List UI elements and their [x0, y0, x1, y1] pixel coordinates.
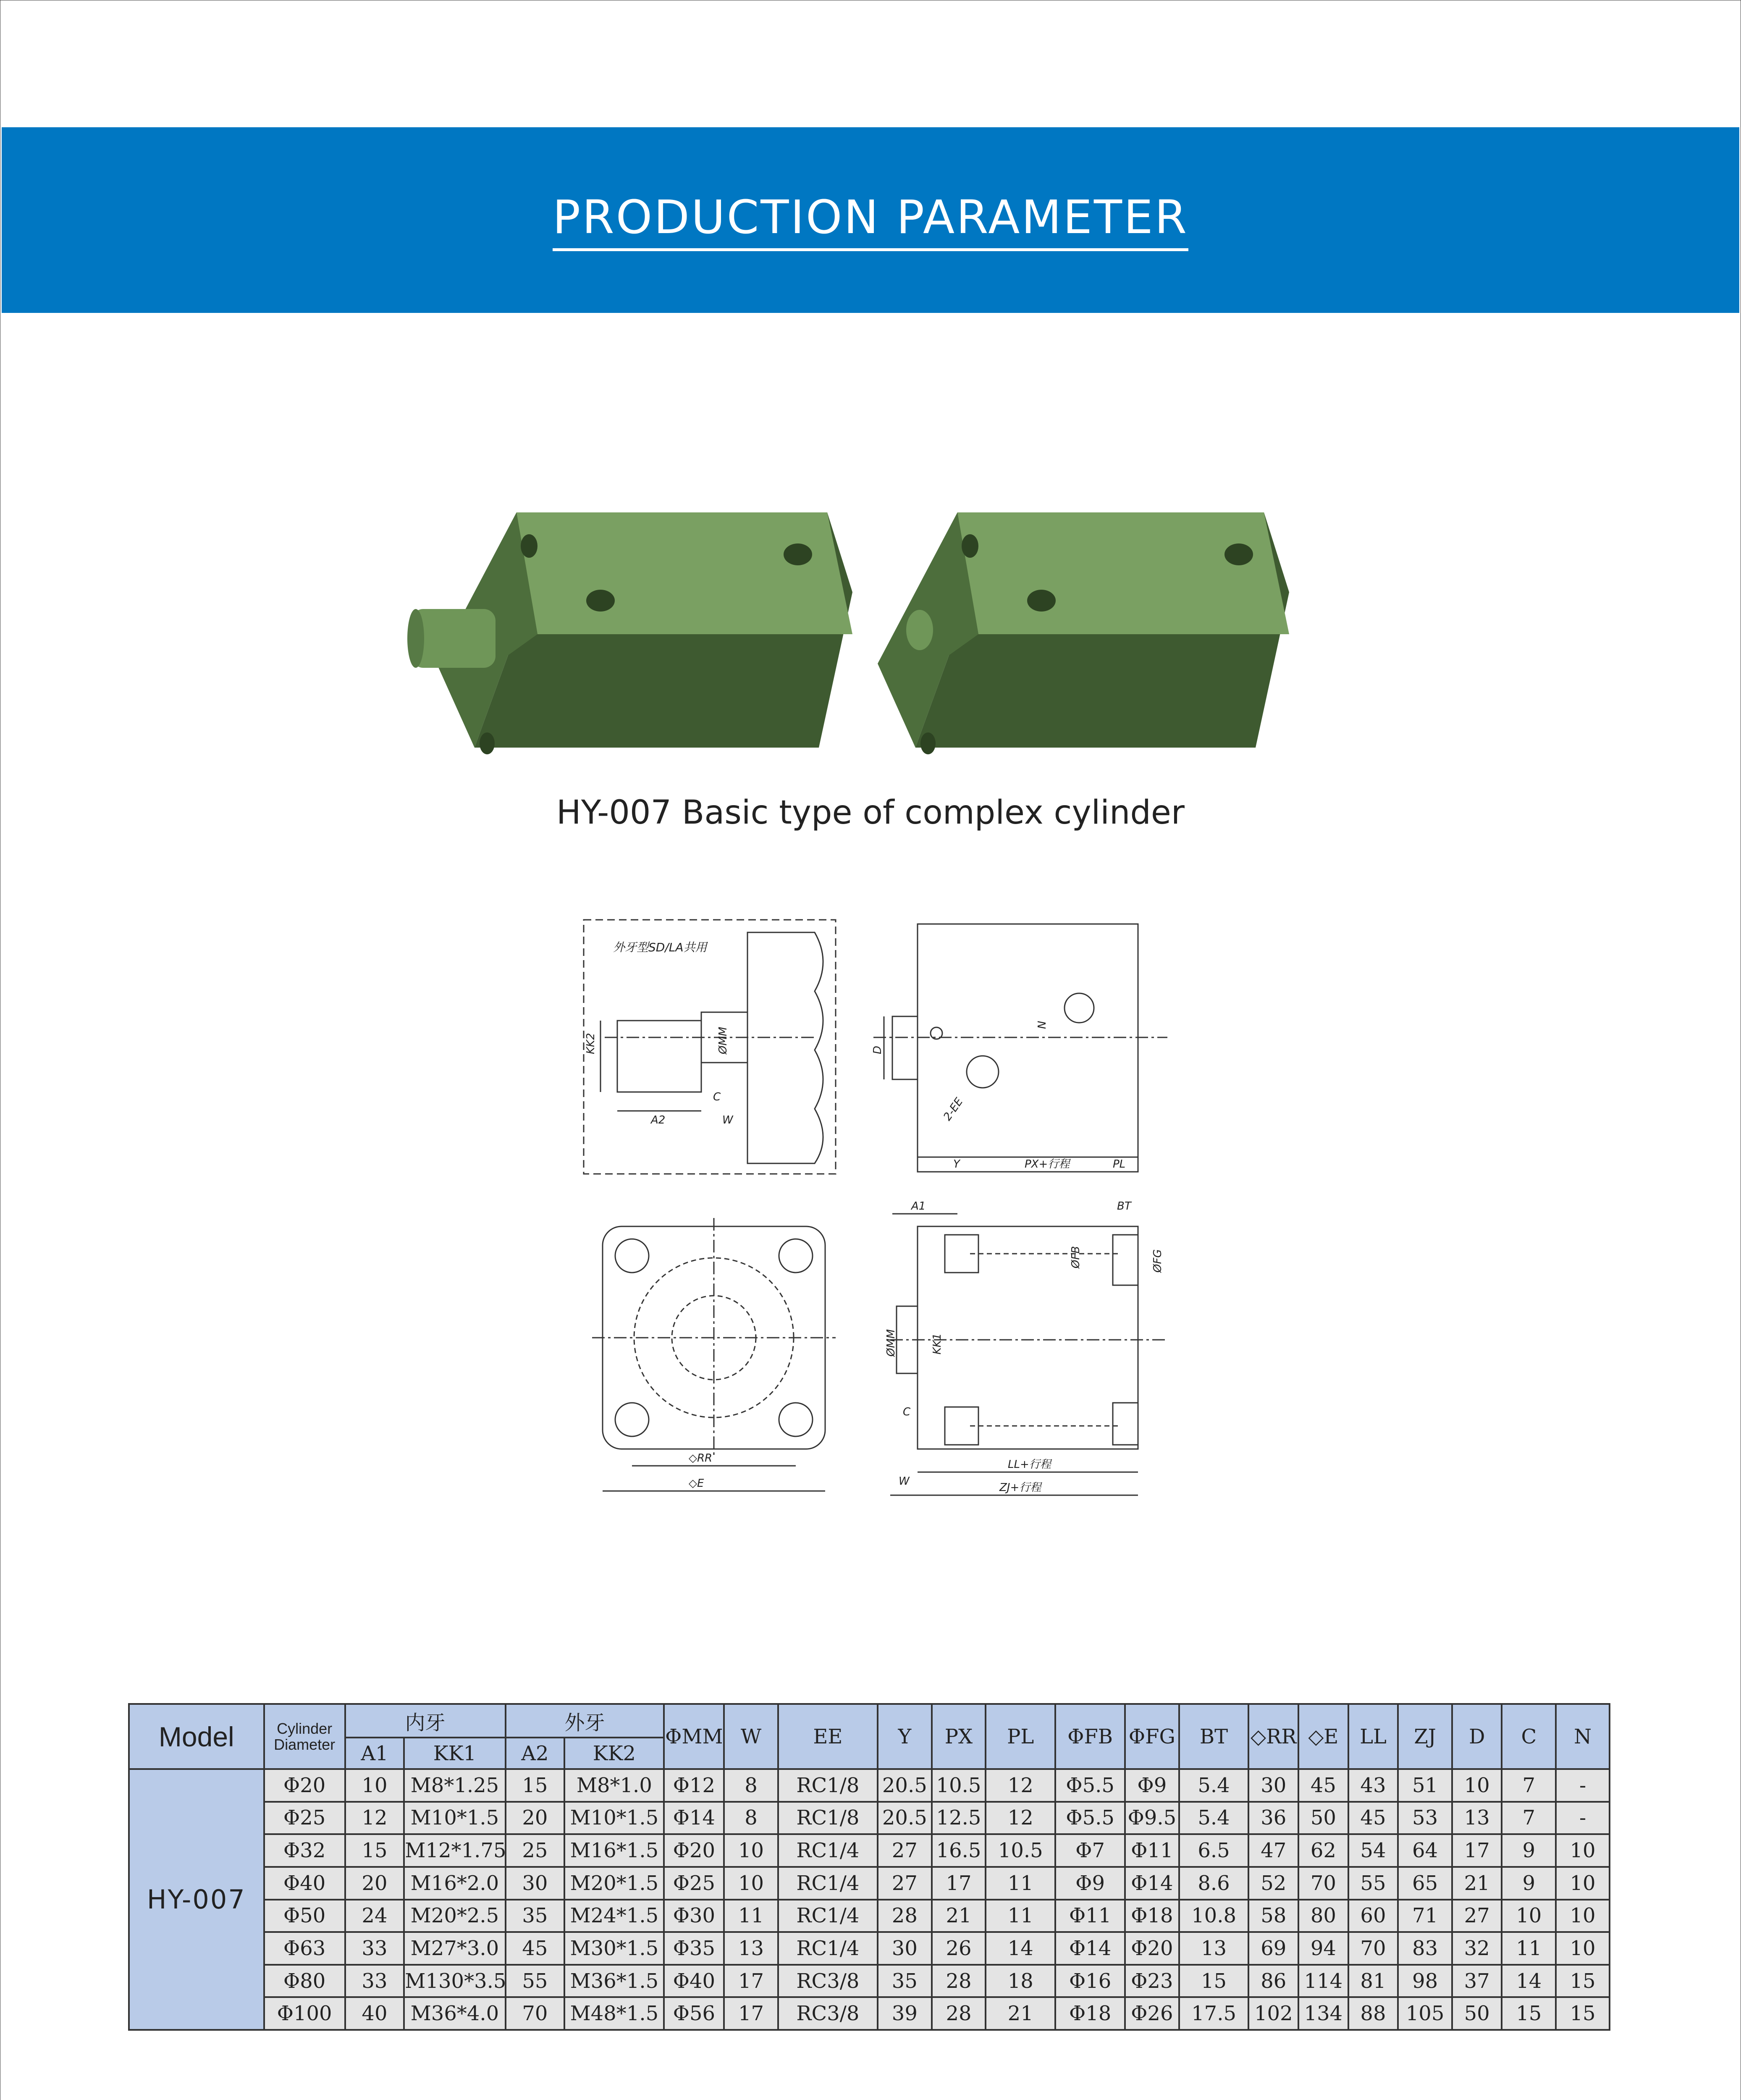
- table-cell: 18: [986, 1965, 1055, 1998]
- table-cell: 10: [1556, 1932, 1610, 1965]
- table-cell: Φ63: [264, 1932, 345, 1965]
- table-cell: 39: [878, 1997, 932, 2030]
- table-cell: 70: [1298, 1867, 1348, 1900]
- header-cylinder-diameter: Cylinder Diameter: [264, 1704, 345, 1769]
- table-cell: 28: [878, 1900, 932, 1932]
- svg-text:N: N: [1036, 1021, 1049, 1029]
- table-cell: M10*1.5: [564, 1802, 664, 1835]
- table-cell: Φ11: [1125, 1834, 1179, 1867]
- table-cell: Φ56: [664, 1997, 724, 2030]
- table-cell: 27: [1452, 1900, 1502, 1932]
- table-cell: 12: [986, 1802, 1055, 1835]
- header-mm: ΦMM: [664, 1704, 724, 1769]
- table-cell: 45: [1348, 1802, 1398, 1835]
- table-cell: 60: [1348, 1900, 1398, 1932]
- table-cell: 15: [345, 1834, 404, 1867]
- table-cell: Φ30: [664, 1900, 724, 1932]
- table-cell: 15: [1502, 1997, 1556, 2030]
- table-cell: RC1/4: [778, 1834, 878, 1867]
- table-cell: RC1/8: [778, 1769, 878, 1802]
- table-cell: 11: [724, 1900, 778, 1932]
- table-cell: Φ26: [1125, 1997, 1179, 2030]
- table-cell: Φ9: [1125, 1769, 1179, 1802]
- svg-text:◇E: ◇E: [689, 1477, 704, 1490]
- table-cell: 16.5: [932, 1834, 986, 1867]
- table-cell: M48*1.5: [564, 1997, 664, 2030]
- table-cell: Φ7: [1055, 1834, 1125, 1867]
- table-cell: M30*1.5: [564, 1932, 664, 1965]
- table-cell: 17: [932, 1867, 986, 1900]
- header-pl: PL: [986, 1704, 1055, 1769]
- table-cell: 28: [932, 1997, 986, 2030]
- page-title: PRODUCTION PARAMETER: [2, 190, 1739, 251]
- table-cell: 15: [506, 1769, 565, 1802]
- table-row: [129, 1965, 1610, 1998]
- table-row: [129, 1997, 1610, 2030]
- product-photos: [399, 496, 1302, 764]
- cylinder-photo-base: [878, 512, 1289, 754]
- table-cell: 24: [345, 1900, 404, 1932]
- header-banner: [2, 127, 1739, 313]
- table-cell: 21: [932, 1900, 986, 1932]
- table-cell: 30: [1248, 1769, 1298, 1802]
- table-cell: 25: [506, 1834, 565, 1867]
- header-bt: BT: [1179, 1704, 1249, 1769]
- header-zj: ZJ: [1398, 1704, 1452, 1769]
- table-cell: 20: [506, 1802, 565, 1835]
- table-cell: 64: [1398, 1834, 1452, 1867]
- table-cell: M8*1.0: [564, 1769, 664, 1802]
- svg-text:ØMM: ØMM: [717, 1026, 729, 1054]
- table-cell: 134: [1298, 1997, 1348, 2030]
- table-cell: Φ20: [264, 1769, 345, 1802]
- header-row-1: [129, 1704, 1610, 1738]
- specification-table: [128, 1703, 1610, 2031]
- technical-drawings: [579, 911, 1193, 1508]
- table-cell: RC1/4: [778, 1932, 878, 1965]
- header-y: Y: [878, 1704, 932, 1769]
- table-cell: RC1/8: [778, 1802, 878, 1835]
- table-cell: 27: [878, 1867, 932, 1900]
- table-cell: 7: [1502, 1769, 1556, 1802]
- table-cell: 17: [724, 1997, 778, 2030]
- table-cell: M12*1.75: [404, 1834, 505, 1867]
- table-row: [129, 1834, 1610, 1867]
- table-cell: M24*1.5: [564, 1900, 664, 1932]
- header-kk1: KK1: [404, 1738, 505, 1769]
- table-cell: Φ20: [664, 1834, 724, 1867]
- table-cell: Φ80: [264, 1965, 345, 1998]
- table-cell: M16*2.0: [404, 1867, 505, 1900]
- table-cell: 9: [1502, 1834, 1556, 1867]
- table-cell: 83: [1398, 1932, 1452, 1965]
- table-cell: Φ40: [264, 1867, 345, 1900]
- table-cell: Φ23: [1125, 1965, 1179, 1998]
- table-cell: 55: [506, 1965, 565, 1998]
- table-cell: 17: [1452, 1834, 1502, 1867]
- end-view: [592, 1218, 836, 1491]
- table-cell: 15: [1556, 1965, 1610, 1998]
- table-cell: 10: [1556, 1834, 1610, 1867]
- table-cell: 14: [1502, 1965, 1556, 1998]
- table-cell: M10*1.5: [404, 1802, 505, 1835]
- header-inner-thread: 内牙: [345, 1704, 506, 1738]
- table-cell: 20.5: [878, 1802, 932, 1835]
- table-cell: Φ11: [1055, 1900, 1125, 1932]
- table-cell: 43: [1348, 1769, 1398, 1802]
- table-cell: Φ14: [1125, 1867, 1179, 1900]
- svg-text:ØFB: ØFB: [1070, 1246, 1082, 1268]
- table-cell: 30: [878, 1932, 932, 1965]
- svg-text:PL: PL: [1113, 1158, 1126, 1171]
- table-cell: 17: [724, 1965, 778, 1998]
- svg-text:D: D: [871, 1045, 884, 1054]
- table-cell: 27: [878, 1834, 932, 1867]
- header-n: N: [1556, 1704, 1610, 1769]
- table-cell: 33: [345, 1932, 404, 1965]
- table-cell: 71: [1398, 1900, 1452, 1932]
- table-cell: 105: [1398, 1997, 1452, 2030]
- table-cell: Φ16: [1055, 1965, 1125, 1998]
- table-cell: 11: [986, 1867, 1055, 1900]
- rod-end-detail: [584, 920, 836, 1174]
- svg-text:ØFG: ØFG: [1151, 1249, 1164, 1273]
- table-cell: 9: [1502, 1867, 1556, 1900]
- table-cell: 10.5: [986, 1834, 1055, 1867]
- svg-text:A1: A1: [911, 1200, 926, 1213]
- header-kk2: KK2: [564, 1738, 664, 1769]
- table-cell: 17.5: [1179, 1997, 1249, 2030]
- table-cell: 37: [1452, 1965, 1502, 1998]
- table-cell: 35: [878, 1965, 932, 1998]
- table-cell: 32: [1452, 1932, 1502, 1965]
- table-cell: 114: [1298, 1965, 1348, 1998]
- table-cell: 8: [724, 1769, 778, 1802]
- table-cell: RC1/4: [778, 1900, 878, 1932]
- table-cell: Φ9.5: [1125, 1802, 1179, 1835]
- table-cell: -: [1556, 1769, 1610, 1802]
- table-cell: M8*1.25: [404, 1769, 505, 1802]
- svg-text:C: C: [713, 1091, 721, 1103]
- table-cell: 40: [345, 1997, 404, 2030]
- model-cell: HY-007: [129, 1769, 264, 2030]
- table-cell: Φ5.5: [1055, 1769, 1125, 1802]
- table-cell: M36*4.0: [404, 1997, 505, 2030]
- table-cell: 10: [724, 1834, 778, 1867]
- table-cell: 10: [724, 1867, 778, 1900]
- table-cell: 86: [1248, 1965, 1298, 1998]
- table-cell: 15: [1179, 1965, 1249, 1998]
- cylinder-photo-with-rod: [407, 512, 852, 754]
- svg-text:KK1: KK1: [931, 1333, 944, 1354]
- table-cell: Φ35: [664, 1932, 724, 1965]
- table-cell: 81: [1348, 1965, 1398, 1998]
- table-cell: 10: [1502, 1900, 1556, 1932]
- header-d: D: [1452, 1704, 1502, 1769]
- table-cell: Φ12: [664, 1769, 724, 1802]
- header-a2: A2: [506, 1738, 565, 1769]
- table-cell: 70: [506, 1997, 565, 2030]
- table-cell: 45: [1298, 1769, 1348, 1802]
- table-cell: Φ20: [1125, 1932, 1179, 1965]
- header-fb: ΦFB: [1055, 1704, 1125, 1769]
- table-row: [129, 1867, 1610, 1900]
- table-cell: Φ5.5: [1055, 1802, 1125, 1835]
- svg-text:ØMM: ØMM: [885, 1329, 897, 1357]
- table-cell: 20.5: [878, 1769, 932, 1802]
- table-cell: RC3/8: [778, 1965, 878, 1998]
- table-cell: RC1/4: [778, 1867, 878, 1900]
- header-ee: EE: [778, 1704, 878, 1769]
- table-cell: 8.6: [1179, 1867, 1249, 1900]
- table-cell: 20: [345, 1867, 404, 1900]
- table-cell: 33: [345, 1965, 404, 1998]
- table-cell: 26: [932, 1932, 986, 1965]
- svg-text:W: W: [722, 1114, 733, 1126]
- table-cell: 88: [1348, 1997, 1398, 2030]
- table-cell: 45: [506, 1932, 565, 1965]
- product-caption: HY-007 Basic type of complex cylinder: [556, 794, 1185, 832]
- svg-text:◇RR: ◇RR: [689, 1452, 713, 1465]
- table-cell: M27*3.0: [404, 1932, 505, 1965]
- table-body: [129, 1769, 1610, 2030]
- table-cell: 10.5: [932, 1769, 986, 1802]
- header-rr: ◇RR: [1248, 1704, 1298, 1769]
- table-cell: 12.5: [932, 1802, 986, 1835]
- svg-text:KK2: KK2: [585, 1033, 597, 1054]
- table-cell: RC3/8: [778, 1997, 878, 2030]
- table-row: [129, 1932, 1610, 1965]
- table-cell: Φ100: [264, 1997, 345, 2030]
- table-cell: 13: [1179, 1932, 1249, 1965]
- table-cell: Φ18: [1125, 1900, 1179, 1932]
- table-cell: 50: [1298, 1802, 1348, 1835]
- table-cell: 30: [506, 1867, 565, 1900]
- svg-text:ZJ+行程: ZJ+行程: [999, 1481, 1041, 1494]
- table-cell: 12: [345, 1802, 404, 1835]
- table-cell: M20*2.5: [404, 1900, 505, 1932]
- svg-text:W: W: [899, 1475, 910, 1488]
- table-cell: 10: [1556, 1900, 1610, 1932]
- table-cell: 13: [1452, 1802, 1502, 1835]
- header-e: ◇E: [1298, 1704, 1348, 1769]
- svg-text:BT: BT: [1117, 1200, 1131, 1213]
- table-cell: Φ25: [264, 1802, 345, 1835]
- header-w: W: [724, 1704, 778, 1769]
- table-cell: 21: [986, 1997, 1055, 2030]
- table-row: [129, 1802, 1610, 1835]
- table-cell: Φ18: [1055, 1997, 1125, 2030]
- table-cell: 35: [506, 1900, 565, 1932]
- header-px: PX: [932, 1704, 986, 1769]
- svg-text:A2: A2: [651, 1114, 666, 1126]
- table-cell: Φ14: [1055, 1932, 1125, 1965]
- table-cell: M36*1.5: [564, 1965, 664, 1998]
- header-c: C: [1502, 1704, 1556, 1769]
- table-cell: M130*3.5: [404, 1965, 505, 1998]
- table-cell: 8: [724, 1802, 778, 1835]
- table-cell: 55: [1348, 1867, 1398, 1900]
- table-cell: 69: [1248, 1932, 1298, 1965]
- table-cell: Φ40: [664, 1965, 724, 1998]
- table-cell: 58: [1248, 1900, 1298, 1932]
- table-row: [129, 1769, 1610, 1802]
- table-cell: 36: [1248, 1802, 1298, 1835]
- table-cell: 11: [1502, 1932, 1556, 1965]
- table-cell: 54: [1348, 1834, 1398, 1867]
- table-cell: 10.8: [1179, 1900, 1249, 1932]
- table-cell: 98: [1398, 1965, 1452, 1998]
- svg-text:PX+行程: PX+行程: [1025, 1158, 1070, 1171]
- table-cell: 15: [1556, 1997, 1610, 2030]
- svg-text:2-EE: 2-EE: [941, 1095, 966, 1124]
- header-model: Model: [129, 1704, 264, 1769]
- table-cell: 7: [1502, 1802, 1556, 1835]
- table-cell: Φ32: [264, 1834, 345, 1867]
- svg-text:C: C: [903, 1406, 911, 1418]
- side-view: [873, 924, 1167, 1172]
- table-cell: 14: [986, 1932, 1055, 1965]
- header-fg: ΦFG: [1125, 1704, 1179, 1769]
- svg-text:LL+行程: LL+行程: [1008, 1458, 1051, 1471]
- header-outer-thread: 外牙: [506, 1704, 664, 1738]
- table-cell: 6.5: [1179, 1834, 1249, 1867]
- table-cell: 50: [1452, 1997, 1502, 2030]
- table-cell: 47: [1248, 1834, 1298, 1867]
- table-cell: 52: [1248, 1867, 1298, 1900]
- table-cell: 102: [1248, 1997, 1298, 2030]
- table-cell: 13: [724, 1932, 778, 1965]
- table-row: [129, 1900, 1610, 1932]
- table-cell: 11: [986, 1900, 1055, 1932]
- table-cell: Φ9: [1055, 1867, 1125, 1900]
- table-cell: 5.4: [1179, 1802, 1249, 1835]
- table-cell: Φ14: [664, 1802, 724, 1835]
- table-cell: 80: [1298, 1900, 1348, 1932]
- table-cell: 12: [986, 1769, 1055, 1802]
- table-cell: M16*1.5: [564, 1834, 664, 1867]
- svg-text:Y: Y: [953, 1158, 960, 1171]
- table-cell: 94: [1298, 1932, 1348, 1965]
- table-cell: 28: [932, 1965, 986, 1998]
- header-a1: A1: [345, 1738, 404, 1769]
- table-cell: 5.4: [1179, 1769, 1249, 1802]
- table-cell: Φ50: [264, 1900, 345, 1932]
- header-ll: LL: [1348, 1704, 1398, 1769]
- table-cell: 53: [1398, 1802, 1452, 1835]
- table-cell: 62: [1298, 1834, 1348, 1867]
- table-cell: 51: [1398, 1769, 1452, 1802]
- table-cell: 70: [1348, 1932, 1398, 1965]
- drawing-note: 外牙型SD/LA共用: [613, 940, 707, 954]
- table-cell: 10: [1452, 1769, 1502, 1802]
- table-cell: -: [1556, 1802, 1610, 1835]
- table-cell: 10: [345, 1769, 404, 1802]
- table-cell: Φ25: [664, 1867, 724, 1900]
- table-cell: 10: [1556, 1867, 1610, 1900]
- table-cell: 21: [1452, 1867, 1502, 1900]
- table-cell: M20*1.5: [564, 1867, 664, 1900]
- table-cell: 65: [1398, 1867, 1452, 1900]
